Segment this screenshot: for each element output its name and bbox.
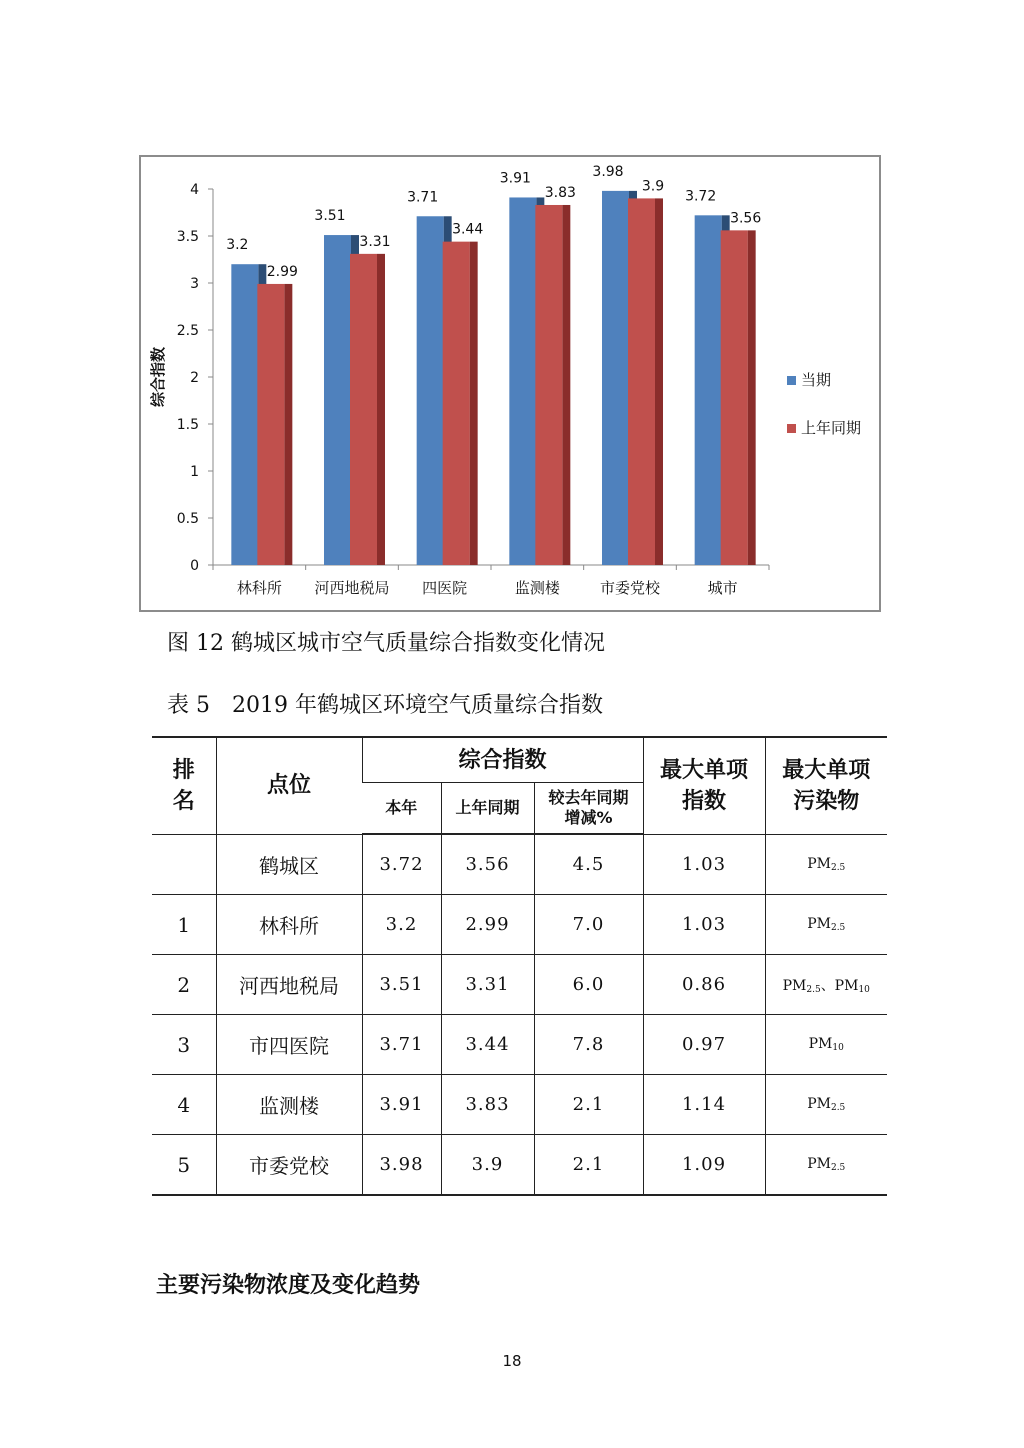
cell-max-index: 0.86 [643, 955, 765, 1015]
bar-side [377, 254, 385, 565]
cell-max-index: 1.14 [643, 1075, 765, 1135]
y-tick-label: 4 [190, 182, 199, 198]
data-label: 3.91 [499, 170, 531, 187]
cell-this-year: 3.91 [362, 1075, 441, 1135]
cell-site: 林科所 [216, 895, 362, 955]
header-rank: 排名 [152, 737, 216, 834]
data-label: 3.71 [407, 189, 439, 206]
y-tick-label: 1.5 [176, 417, 199, 433]
cell-pollutant: $PM_{2.5}$ [765, 1135, 887, 1196]
x-tick-label: 市委党校 [599, 579, 661, 597]
data-label: 3.44 [452, 221, 484, 238]
bar-chart [141, 157, 883, 614]
y-tick-label: 0 [190, 558, 199, 574]
bar-current [695, 215, 722, 565]
cell-change: 7.8 [534, 1015, 643, 1075]
cell-site: 鹤城区 [216, 834, 362, 895]
figure-caption: 图 12 鹤城区城市空气质量综合指数变化情况 [167, 631, 605, 656]
bar-last-year [721, 230, 748, 565]
cell-pollutant: $PM_{2.5}$ [765, 895, 887, 955]
cell-max-index: 1.03 [643, 895, 765, 955]
cell-pollutant: $PM_{2.5}$、$PM_{10}$ [765, 955, 887, 1015]
cell-site: 市四医院 [216, 1015, 362, 1075]
cell-pollutant: $PM_{10}$ [765, 1015, 887, 1075]
table-row [152, 834, 887, 895]
cell-change: 2.1 [534, 1075, 643, 1135]
data-label: 3.56 [730, 210, 762, 227]
bar-last-year [535, 205, 562, 565]
bar-last-year [628, 198, 655, 565]
legend-swatch [787, 424, 796, 433]
data-label: 3.9 [641, 178, 665, 195]
page-number: 18 [502, 1352, 522, 1370]
data-label: 3.2 [226, 237, 249, 254]
bar-side [748, 230, 756, 565]
data-label: 3.72 [685, 188, 717, 205]
header-max-pollutant: 最大单项污染物 [765, 737, 887, 834]
header-change: 较去年同期增减% [534, 783, 643, 835]
header-index-group: 综合指数 [362, 737, 643, 783]
bar-current [417, 216, 444, 565]
cell-rank: 1 [152, 895, 216, 955]
x-tick-label: 城市 [707, 579, 738, 597]
cell-this-year: 3.51 [362, 955, 441, 1015]
header-site: 点位 [216, 737, 362, 834]
y-axis-title: 综合指数 [149, 346, 167, 408]
cell-rank [152, 834, 216, 895]
cell-max-index: 1.09 [643, 1135, 765, 1196]
y-tick-label: 3.5 [176, 229, 199, 245]
section-heading: 主要污染物浓度及变化趋势 [156, 1273, 421, 1298]
chart-container [139, 155, 881, 612]
cell-change: 4.5 [534, 834, 643, 895]
cell-rank: 3 [152, 1015, 216, 1075]
cell-this-year: 3.98 [362, 1135, 441, 1196]
table-body [152, 834, 887, 1195]
cell-site: 河西地税局 [216, 955, 362, 1015]
cell-this-year: 3.72 [362, 834, 441, 895]
cell-max-index: 0.97 [643, 1015, 765, 1075]
bar-last-year [443, 242, 470, 565]
x-tick-label: 林科所 [236, 579, 282, 597]
header-max-index: 最大单项指数 [643, 737, 765, 834]
table-row [152, 1135, 887, 1196]
y-tick-label: 0.5 [176, 511, 199, 527]
data-label: 3.31 [359, 233, 391, 250]
cell-site: 监测楼 [216, 1075, 362, 1135]
data-label: 3.83 [544, 184, 576, 201]
bar-side [284, 284, 292, 565]
cell-last-year: 3.44 [441, 1015, 534, 1075]
cell-pollutant: $PM_{2.5}$ [765, 1075, 887, 1135]
x-tick-label: 河西地税局 [314, 579, 390, 597]
cell-change: 7.0 [534, 895, 643, 955]
bar-side [470, 242, 478, 565]
bar-side [562, 205, 570, 565]
cell-last-year: 2.99 [441, 895, 534, 955]
cell-rank: 5 [152, 1135, 216, 1196]
y-tick-label: 2.5 [176, 323, 199, 339]
legend-label: 上年同期 [801, 419, 862, 437]
table-row [152, 955, 887, 1015]
index-table [152, 736, 887, 1196]
data-label: 3.51 [314, 208, 346, 225]
cell-rank: 4 [152, 1075, 216, 1135]
table-row [152, 1015, 887, 1075]
bar-last-year [350, 254, 377, 565]
cell-site: 市委党校 [216, 1135, 362, 1196]
cell-change: 2.1 [534, 1135, 643, 1196]
cell-this-year: 3.71 [362, 1015, 441, 1075]
cell-last-year: 3.31 [441, 955, 534, 1015]
cell-max-index: 1.03 [643, 834, 765, 895]
cell-pollutant: $PM_{2.5}$ [765, 834, 887, 895]
cell-this-year: 3.2 [362, 895, 441, 955]
header-this-year: 本年 [362, 783, 441, 835]
x-tick-label: 四医院 [422, 579, 468, 597]
cell-last-year: 3.56 [441, 834, 534, 895]
data-label: 2.99 [266, 263, 298, 280]
cell-rank: 2 [152, 955, 216, 1015]
bar-current [509, 197, 536, 565]
cell-last-year: 3.9 [441, 1135, 534, 1196]
data-label: 3.98 [592, 163, 624, 180]
cell-change: 6.0 [534, 955, 643, 1015]
y-tick-label: 3 [190, 276, 199, 292]
bar-side [655, 198, 663, 565]
bar-current [231, 264, 258, 565]
bar-last-year [257, 284, 284, 565]
legend-label: 当期 [801, 371, 832, 389]
legend-swatch [787, 376, 796, 385]
bar-current [324, 235, 351, 565]
y-tick-label: 1 [190, 464, 199, 480]
table-row [152, 895, 887, 955]
y-tick-label: 2 [190, 370, 199, 386]
table-row [152, 1075, 887, 1135]
cell-last-year: 3.83 [441, 1075, 534, 1135]
header-last-year: 上年同期 [441, 783, 534, 835]
x-tick-label: 监测楼 [514, 579, 560, 597]
bar-current [602, 191, 629, 565]
table-caption: 表 5 2019 年鹤城区环境空气质量综合指数 [167, 693, 603, 718]
